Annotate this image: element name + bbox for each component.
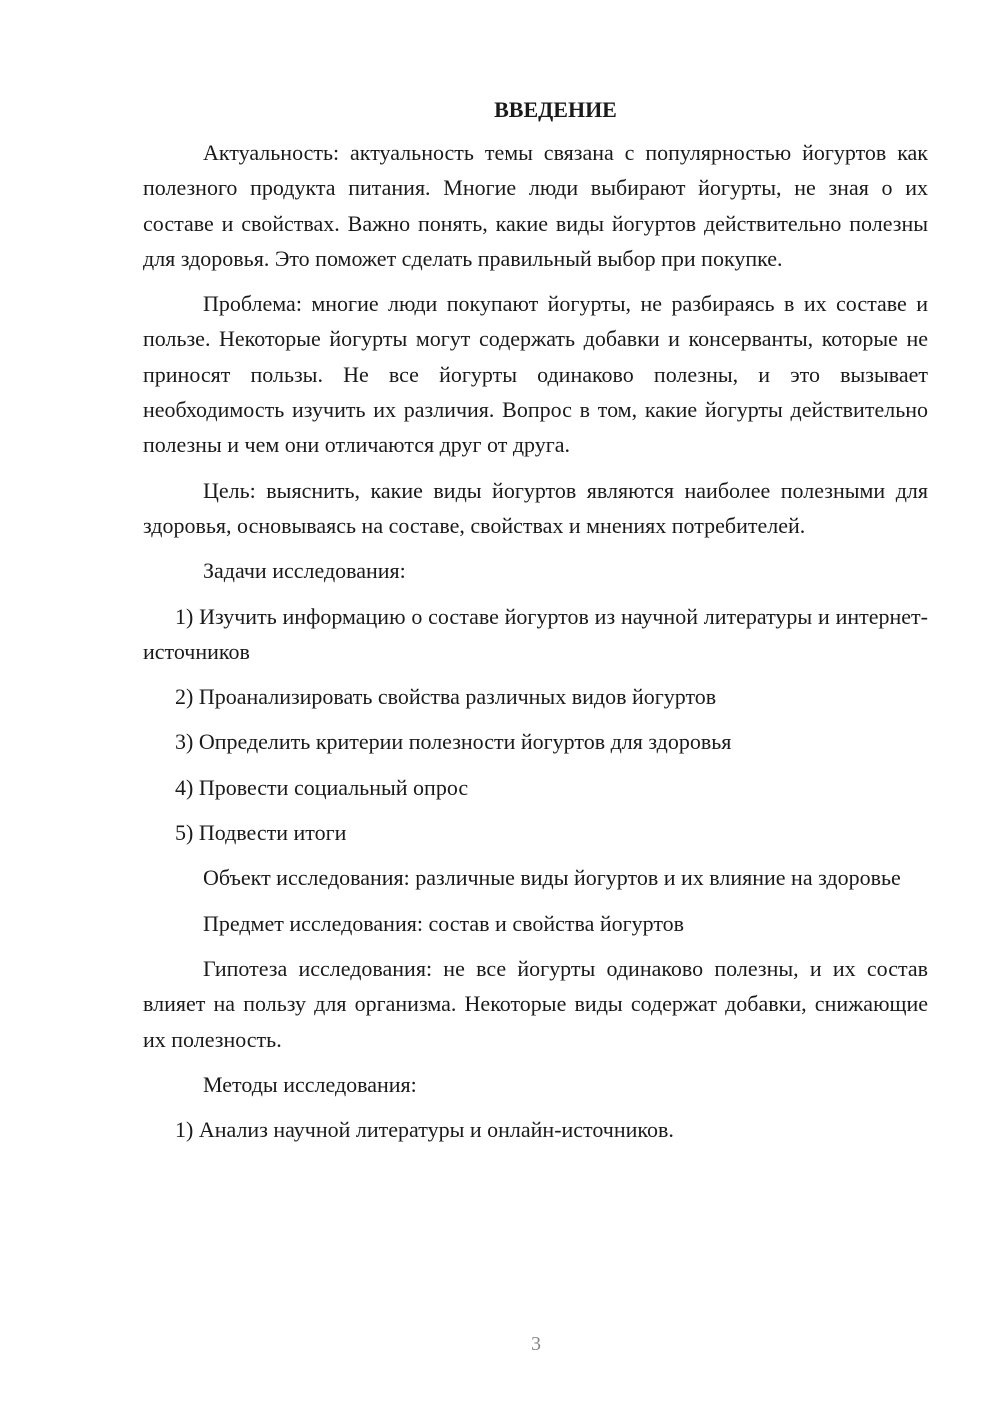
- tasks-heading: Задачи исследования:: [203, 558, 406, 584]
- task-item: 4) Провести социальный опрос: [175, 774, 469, 800]
- task-item: 2) Проанализировать свойства различных видов йогуртов: [175, 684, 717, 710]
- task-item: 5) Подвести итоги: [175, 820, 347, 846]
- paragraph-relevance: Актуальность: актуальность темы связана с популярностью йогуртов как полезного продукта питания. Многие люди выбирают йогурты, не зная о их составе и свойствах. Важно понять, какие виды йогуртов действительно полезны для здоровья. Это поможет сделать правильный выбор при покупке.: [143, 140, 928, 271]
- methods-heading: Методы исследования:: [203, 1071, 417, 1097]
- page-number: 3: [531, 1333, 541, 1355]
- paragraph-subject: Предмет исследования: состав и свойства йогуртов: [203, 910, 685, 936]
- page-title: ВВЕДЕНИЕ: [494, 97, 617, 122]
- paragraph-object: Объект исследования: различные виды йогуртов и их влияние на здоровье: [203, 865, 901, 891]
- page-body: [143, 90, 928, 1157]
- paragraph-problem: Проблема: многие люди покупают йогурты, не разбираясь в их составе и пользе. Некоторые йогурты могут содержать добавки и консерванты, которые не приносят пользы. Не все йогурты одинаково полезны, и это вызывает необходимость изучить их различия. Вопрос в том, какие йогурты действительно полезны и чем они отличаются друг от друга.: [143, 291, 928, 458]
- task-item: 1) Изучить информацию о составе йогуртов из научной литературы и интернет-источников: [143, 603, 928, 664]
- paragraph-hypothesis: Гипотеза исследования: не все йогурты одинаково полезны, и их состав влияет на пользу для организма. Некоторые виды содержат добавки, снижающие их полезность.: [143, 955, 928, 1052]
- method-item: 1) Анализ научной литературы и онлайн-источников.: [175, 1117, 674, 1143]
- task-item: 3) Определить критерии полезности йогуртов для здоровья: [175, 729, 732, 755]
- paragraph-goal: Цель: выяснить, какие виды йогуртов являются наиболее полезными для здоровья, основываясь на составе, свойствах и мнениях потребителей.: [143, 477, 928, 538]
